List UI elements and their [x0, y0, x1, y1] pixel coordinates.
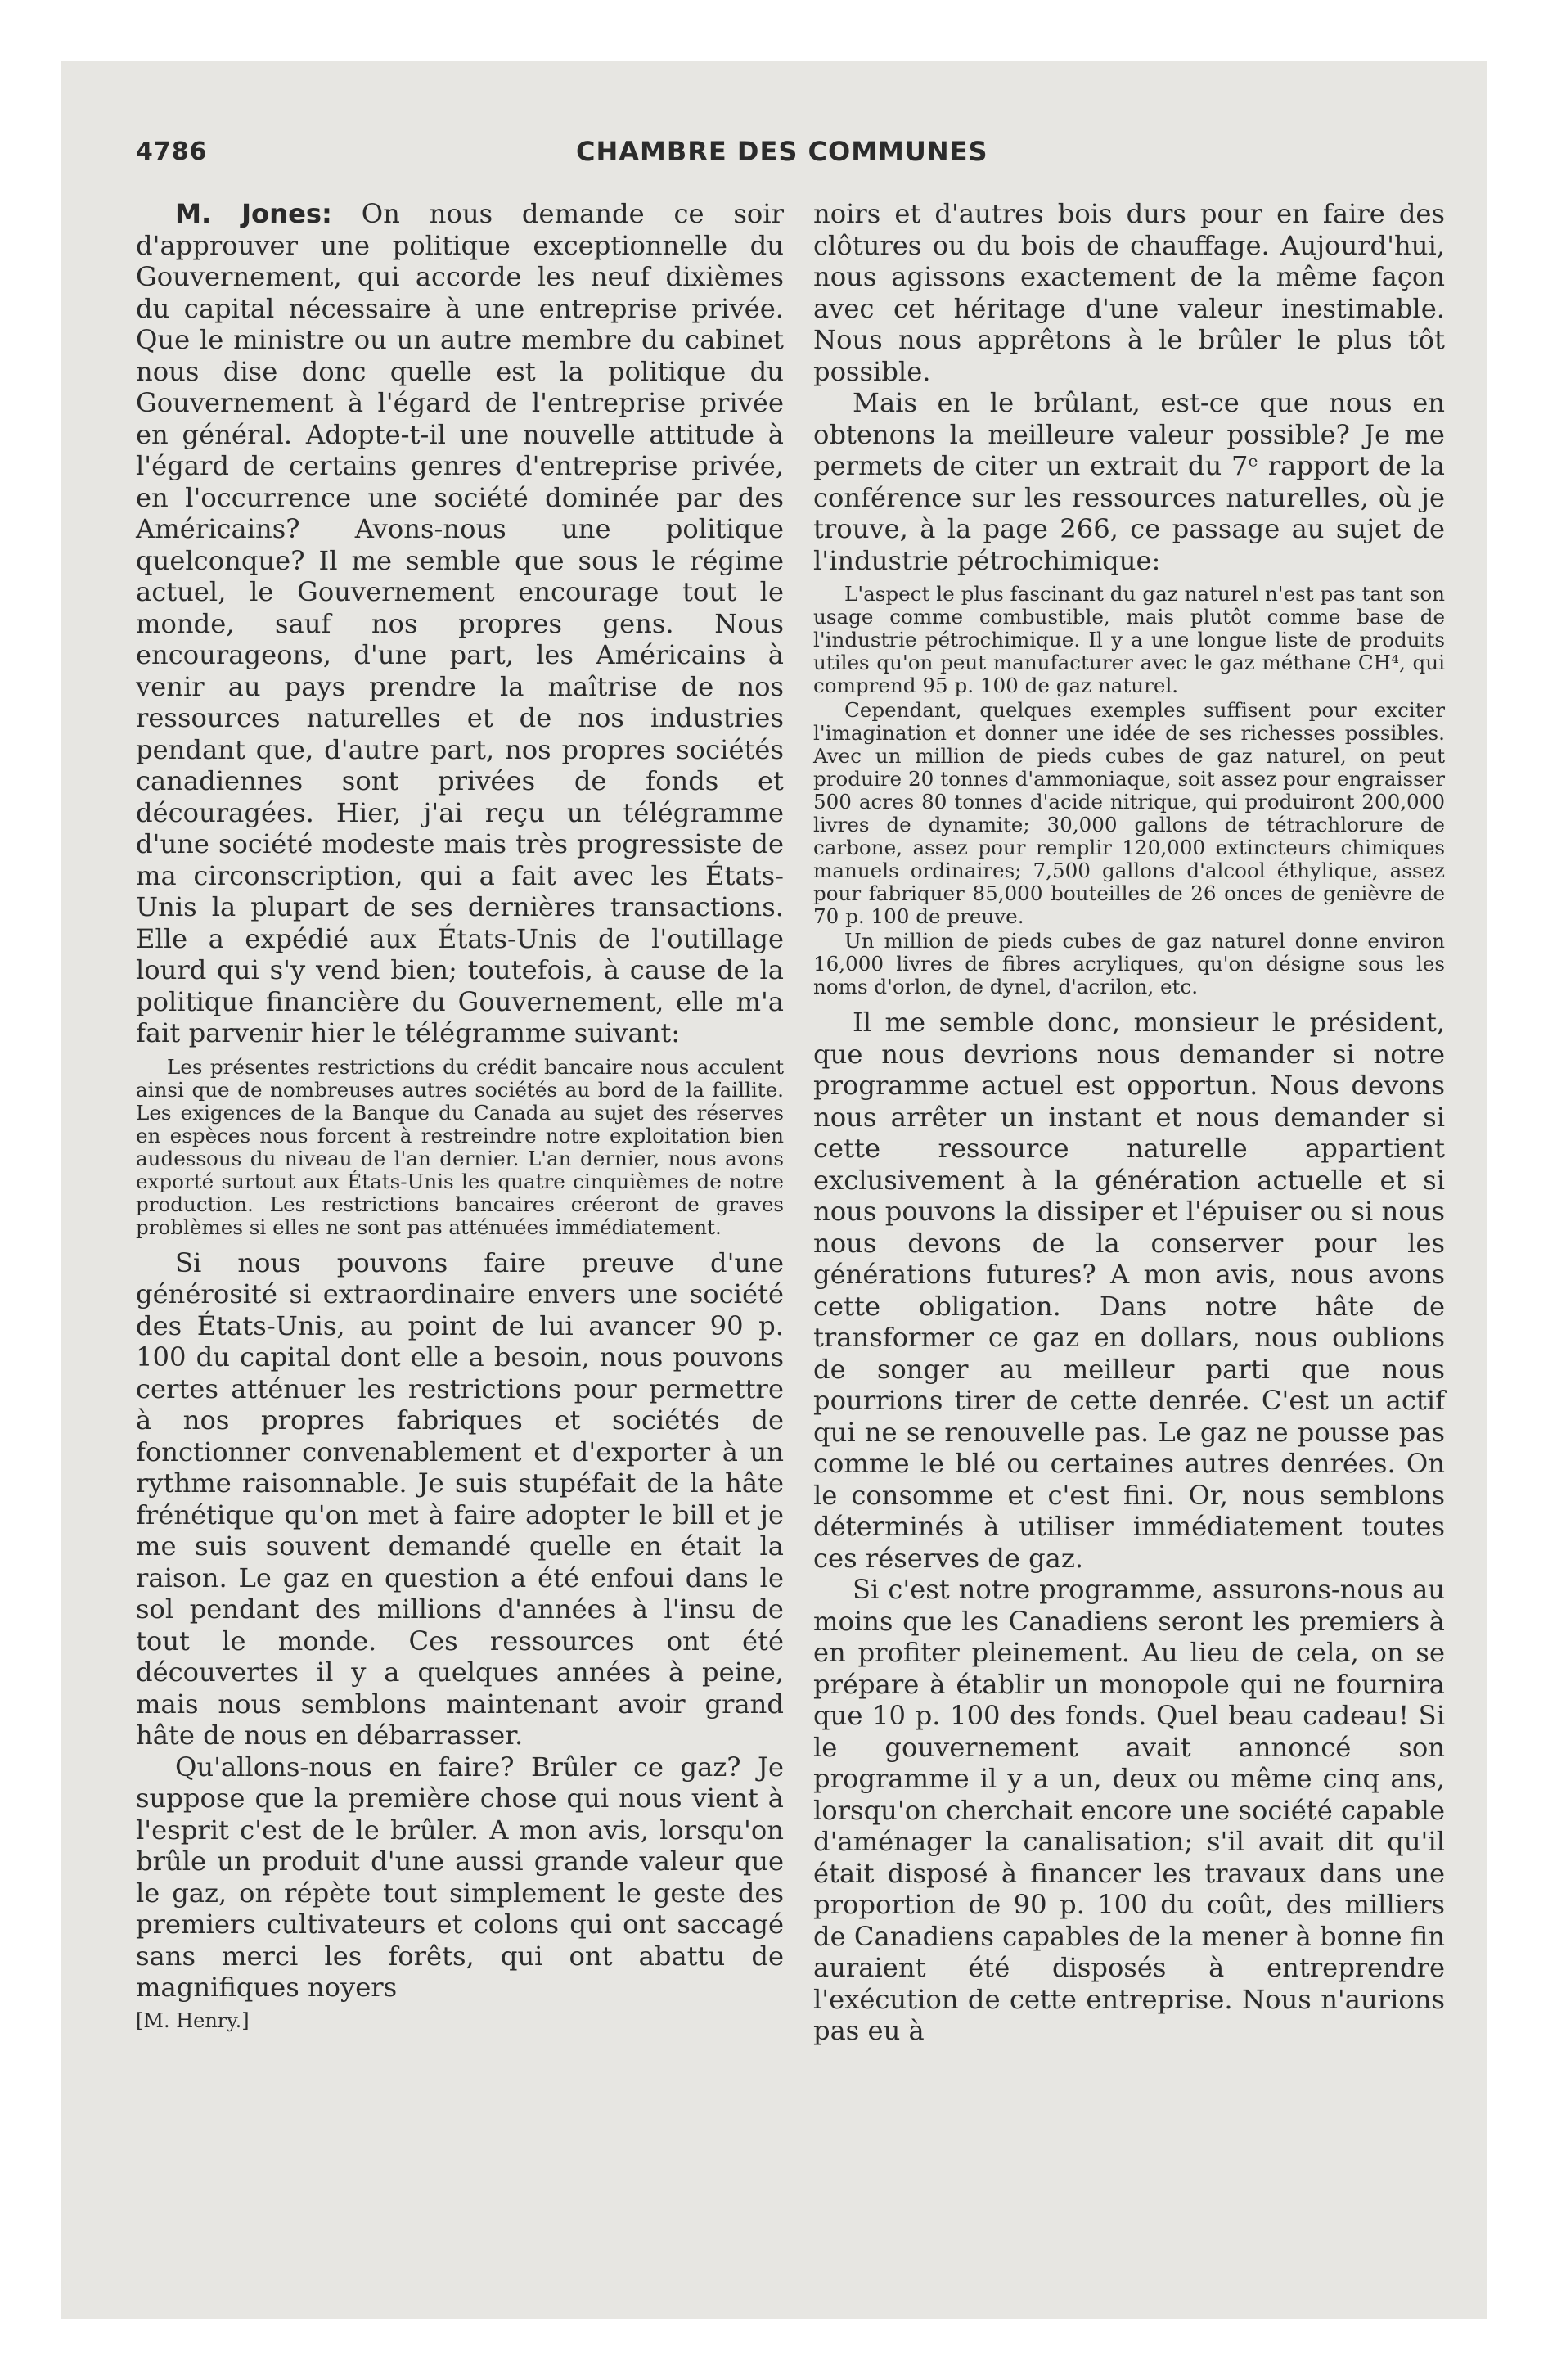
paragraph: Il me semble donc, monsieur le président, que nous devrions nous demander si notre programme actuel est opportun. Nous devons nous arrêter un instant et nous demander si cette ressource naturelle appartient exclusivement à la génération actuelle et si nous pouvons la dissiper et l'épuiser ou si nous nous devons de la conserver pour les générations futures? A mon avis, nous avons cette obligation. Dans notre hâte de transformer ce gaz en dollars, nous oublions de songer au meilleur parti que nous pourrions tirer de cette denrée. C'est un actif qui ne se renouvelle pas. Le gaz ne pousse pas comme le blé ou certaines autres denrées. On le consomme et c'est fini. Or, nous semblons déterminés à utiliser immédiatement toutes ces réserves de gaz. — [813, 1007, 1445, 1574]
report-quote: Un million de pieds cubes de gaz naturel donne environ 16,000 livres de fibres acryliques, qu'on désigne sous les noms d'orlon, de dynel, d'acrilon, etc. — [813, 929, 1445, 998]
page-number: 4786 — [136, 137, 208, 166]
telegram-quote: Les présentes restrictions du crédit bancaire nous acculent ainsi que de nombreuses autres sociétés au bord de la faillite. Les exigences de la Banque du Canada au sujet des réserves en espèces nous forcent à restreindre notre exploitation bien audessous du niveau de l'an dernier. L'an dernier, nous avons exporté surtout aux États-Unis les quatre cinquièmes de notre production. Les restrictions bancaires créeront de graves problèmes si elles ne sont pas atténuées immédiatement. — [136, 1054, 784, 1239]
right-column — [813, 198, 1445, 2047]
paragraph-continued: noirs et d'autres bois durs pour en faire des clôtures ou du bois de chauffage. Aujourd'hui, nous agissons exactement de la même façon avec cet héritage d'une valeur inestimable. Nous nous apprêtons à le brûler le plus tôt possible. — [813, 198, 1445, 387]
speaker-name: M. Jones: — [175, 198, 332, 229]
paragraph: Qu'allons-nous en faire? Brûler ce gaz? Je suppose que la première chose qui nous vient à l'esprit c'est de le brûler. A mon avis, lorsqu'on brûle un produit d'une aussi grande valeur que le gaz, on répète tout simplement le geste des premiers cultivateurs et colons qui ont saccagé sans merci les forêts, qui ont abattu de magnifiques noyers — [136, 1751, 784, 2003]
report-quote: Cependant, quelques exemples suffisent pour exciter l'imagination et donner une idée de ses richesses possibles. Avec un million de pieds cubes de gaz naturel, on peut produire 20 tonnes d'ammoniaque, soit assez pour engraisser 500 acres 80 tonnes d'acide nitrique, qui produiront 200,000 livres de dynamite; 30,000 gallons de tétrachlorure de carbone, assez pour remplir 120,000 extincteurs chimiques manuels ordinaires; 7,500 gallons d'alcool éthylique, assez pour fabriquer 85,000 bouteilles de 26 onces de genièvre de 70 p. 100 de preuve. — [813, 698, 1445, 928]
paragraph-jones — [136, 198, 784, 1049]
paragraph: Si c'est notre programme, assurons-nous au moins que les Canadiens seront les premiers à en profiter pleinement. Au lieu de cela, on se prépare à établir un monopole qui ne fournira que 10 p. 100 des fonds. Quel beau cadeau! Si le gouvernement avait annoncé son programme il y a un, deux ou même cinq ans, lorsqu'on cherchait encore une société capable d'aménager la canalisation; s'il avait dit qu'il était disposé à financer les travaux dans une proportion de 90 p. 100 du coût, des milliers de Canadiens capables de la mener à bonne fin auraient été disposés à entreprendre l'exécution de cette entreprise. Nous n'aurions pas eu à — [813, 1574, 1445, 2046]
page-scan — [61, 61, 1487, 2319]
paragraph-text: On nous demande ce soir d'approuver une politique exceptionnelle du Gouvernement, qui accorde les neuf dixièmes du capital nécessaire à une entreprise privée. Que le ministre ou un autre membre du cabinet nous dise donc quelle est la politique du Gouvernement à l'égard de l'entreprise privée en général. Adopte-t-il une nouvelle attitude à l'égard de certains genres d'entreprise privée, en l'occurrence une société dominée par des Américains? Avons-nous une politique quelconque? Il me semble que sous le régime actuel, le Gouvernement encourage tout le monde, sauf nos propres gens. Nous encourageons, d'une part, les Américains à venir au pays prendre la maîtrise de nos ressources naturelles et de nos industries pendant que, d'autre part, nos propres sociétés canadiennes sont privées de fonds et découragées. Hier, j'ai reçu un télégramme d'une société modeste mais très progressiste de ma circonscription, qui a fait avec les États-Unis la plupart de ses dernières transactions. Elle a expédié aux États-Unis de l'outillage lourd qui s'y vend bien; toutefois, à cause de la politique financière du Gouvernement, elle m'a fait parvenir hier le télégramme suivant: — [136, 198, 784, 1048]
running-head: CHAMBRE DES COMMUNES — [576, 136, 988, 167]
paragraph: Si nous pouvons faire preuve d'une générosité si extraordinaire envers une société des États-Unis, au point de lui avancer 90 p. 100 du capital dont elle a besoin, nous pouvons certes atténuer les restrictions pour permettre à nos propres fabriques et sociétés de fonctionner convenablement et d'exporter à un rythme raisonnable. Je suis stupéfait de la hâte frénétique qu'on met à faire adopter le bill et je me suis souvent demandé quelle en était la raison. Le gaz en question a été enfoui dans le sol pendant des millions d'années à l'insu de tout le monde. Ces ressources ont été découvertes il y a quelques années à peine, mais nous semblons maintenant avoir grand hâte de nous en débarrasser. — [136, 1246, 784, 1751]
report-quote: L'aspect le plus fascinant du gaz naturel n'est pas tant son usage comme combustible, mais plutôt comme base de l'industrie pétrochimique. Il y a une longue liste de produits utiles qu'on peut manufacturer avec le gaz méthane CH⁴, qui comprend 95 p. 100 de gaz naturel. — [813, 582, 1445, 697]
left-column — [136, 198, 784, 2033]
speaker-footer: [M. Henry.] — [136, 2008, 250, 2032]
paragraph: Mais en le brûlant, est-ce que nous en obtenons la meilleure valeur possible? Je me permets de citer un extrait du 7ᵉ rapport de la conférence sur les ressources naturelles, où je trouve, à la page 266, ce passage au sujet de l'industrie pétrochimique: — [813, 387, 1445, 576]
